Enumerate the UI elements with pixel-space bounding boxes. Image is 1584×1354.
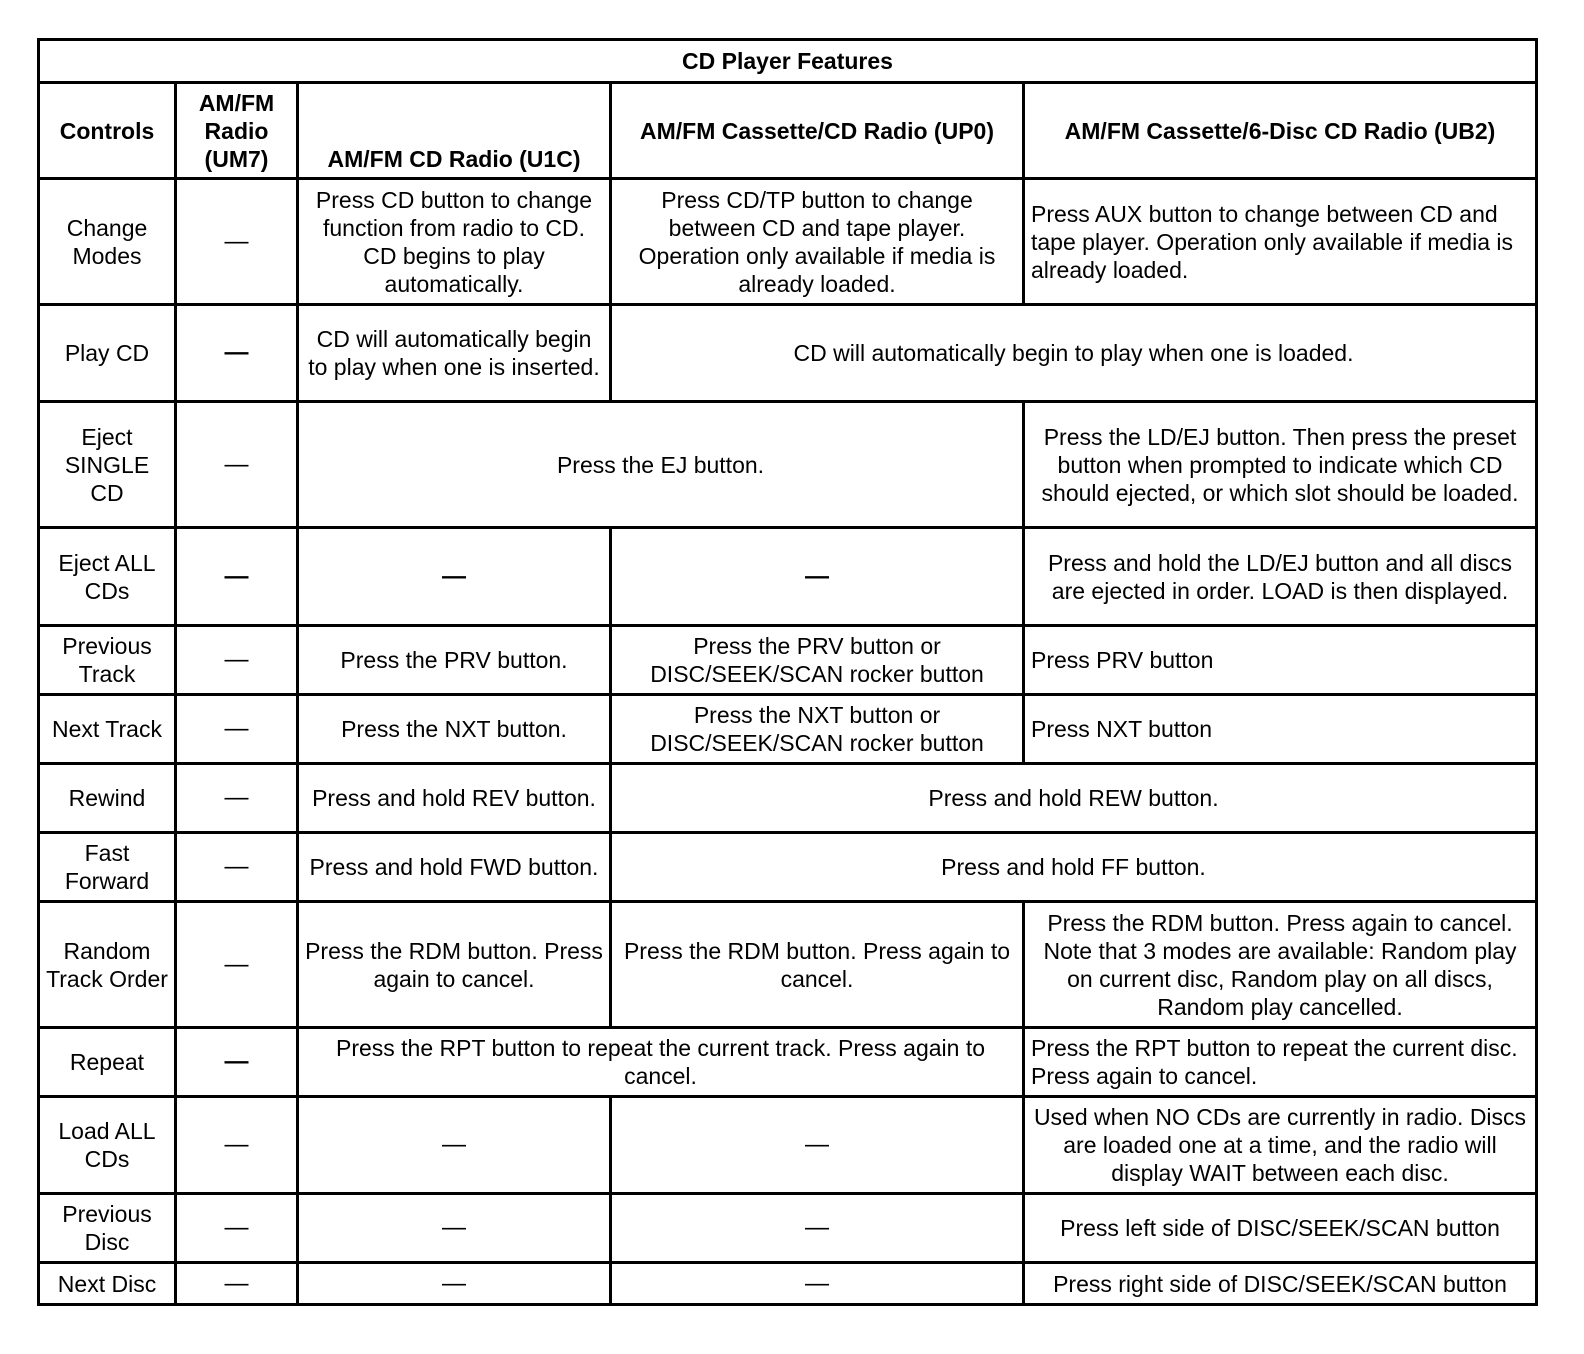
cell-u1c: — <box>298 1194 611 1263</box>
cell-u1c: Press the NXT button. <box>298 695 611 764</box>
header-up0: AM/FM Cassette/CD Radio (UP0) <box>611 83 1024 179</box>
cell-ub2: Press PRV button <box>1024 626 1537 695</box>
cell-up0-ub2: CD will automatically begin to play when one is loaded. <box>611 305 1537 402</box>
cell-um7: — <box>176 1097 298 1194</box>
table-row <box>39 833 1537 902</box>
cell-um7: — <box>176 402 298 528</box>
control-label: Play CD <box>39 305 176 402</box>
cell-u1c: — <box>298 1263 611 1305</box>
table-row <box>39 402 1537 528</box>
table-row <box>39 1263 1537 1305</box>
cell-u1c-up0: Press the RPT button to repeat the current track. Press again to cancel. <box>298 1028 1024 1097</box>
cell-um7: — <box>176 528 298 626</box>
cell-u1c: Press CD button to change function from radio to CD. CD begins to play automatically. <box>298 179 611 305</box>
table-row <box>39 626 1537 695</box>
cell-u1c: Press and hold REV button. <box>298 764 611 833</box>
table-title: CD Player Features <box>39 40 1537 83</box>
table-row <box>39 1097 1537 1194</box>
cell-um7: — <box>176 305 298 402</box>
table-row <box>39 305 1537 402</box>
cell-um7: — <box>176 179 298 305</box>
cell-ub2: Press right side of DISC/SEEK/SCAN button <box>1024 1263 1537 1305</box>
cell-u1c: — <box>298 528 611 626</box>
control-label: Change Modes <box>39 179 176 305</box>
cell-um7: — <box>176 626 298 695</box>
cell-um7: — <box>176 1263 298 1305</box>
cell-ub2: Press NXT button <box>1024 695 1537 764</box>
control-label: Next Track <box>39 695 176 764</box>
cell-up0-ub2: Press and hold REW button. <box>611 764 1537 833</box>
header-ub2: AM/FM Cassette/6-Disc CD Radio (UB2) <box>1024 83 1537 179</box>
table-row <box>39 764 1537 833</box>
control-label: Next Disc <box>39 1263 176 1305</box>
table-row <box>39 1028 1537 1097</box>
table-row <box>39 695 1537 764</box>
table-row <box>39 528 1537 626</box>
control-label: Repeat <box>39 1028 176 1097</box>
cell-up0: Press the NXT button or DISC/SEEK/SCAN rocker button <box>611 695 1024 764</box>
cell-up0: — <box>611 1097 1024 1194</box>
cell-u1c: CD will automatically begin to play when one is inserted. <box>298 305 611 402</box>
cell-um7: — <box>176 1194 298 1263</box>
control-label: Previous Track <box>39 626 176 695</box>
cell-up0: Press the PRV button or DISC/SEEK/SCAN rocker button <box>611 626 1024 695</box>
cell-ub2: Press the RPT button to repeat the current disc. Press again to cancel. <box>1024 1028 1537 1097</box>
cell-u1c-up0: Press the EJ button. <box>298 402 1024 528</box>
cell-up0: Press CD/TP button to change between CD and tape player. Operation only available if media is already loaded. <box>611 179 1024 305</box>
cell-ub2: Press AUX button to change between CD and tape player. Operation only available if media is already loaded. <box>1024 179 1537 305</box>
cd-player-features-table <box>37 38 1538 1306</box>
cell-ub2: Used when NO CDs are currently in radio. Discs are loaded one at a time, and the radio will display WAIT between each disc. <box>1024 1097 1537 1194</box>
cell-ub2: Press the RDM button. Press again to cancel. Note that 3 modes are available: Random play on current disc, Random play on all discs, Random play cancelled. <box>1024 902 1537 1028</box>
control-label: Fast Forward <box>39 833 176 902</box>
table-row <box>39 179 1537 305</box>
control-label: Eject ALL CDs <box>39 528 176 626</box>
control-label: Load ALL CDs <box>39 1097 176 1194</box>
title-row <box>39 40 1537 83</box>
cell-ub2: Press left side of DISC/SEEK/SCAN button <box>1024 1194 1537 1263</box>
cell-u1c: Press and hold FWD button. <box>298 833 611 902</box>
cell-ub2: Press and hold the LD/EJ button and all discs are ejected in order. LOAD is then displayed. <box>1024 528 1537 626</box>
table-row <box>39 1194 1537 1263</box>
cell-up0: — <box>611 528 1024 626</box>
cell-up0-ub2: Press and hold FF button. <box>611 833 1537 902</box>
header-row <box>39 83 1537 179</box>
cell-u1c: — <box>298 1097 611 1194</box>
header-u1c: AM/FM CD Radio (U1C) <box>298 83 611 179</box>
control-label: Rewind <box>39 764 176 833</box>
cell-um7: — <box>176 902 298 1028</box>
cell-um7: — <box>176 1028 298 1097</box>
cell-u1c: Press the PRV button. <box>298 626 611 695</box>
table-row <box>39 902 1537 1028</box>
cell-ub2: Press the LD/EJ button. Then press the preset button when prompted to indicate which CD should ejected, or which slot should be loaded. <box>1024 402 1537 528</box>
cell-up0: — <box>611 1263 1024 1305</box>
cell-um7: — <box>176 695 298 764</box>
control-label: Eject SINGLE CD <box>39 402 176 528</box>
cell-up0: — <box>611 1194 1024 1263</box>
cell-um7: — <box>176 764 298 833</box>
cell-um7: — <box>176 833 298 902</box>
cell-u1c: Press the RDM button. Press again to cancel. <box>298 902 611 1028</box>
control-label: Random Track Order <box>39 902 176 1028</box>
control-label: Previous Disc <box>39 1194 176 1263</box>
header-um7: AM/FM Radio (UM7) <box>176 83 298 179</box>
header-controls: Controls <box>39 83 176 179</box>
cell-up0: Press the RDM button. Press again to cancel. <box>611 902 1024 1028</box>
